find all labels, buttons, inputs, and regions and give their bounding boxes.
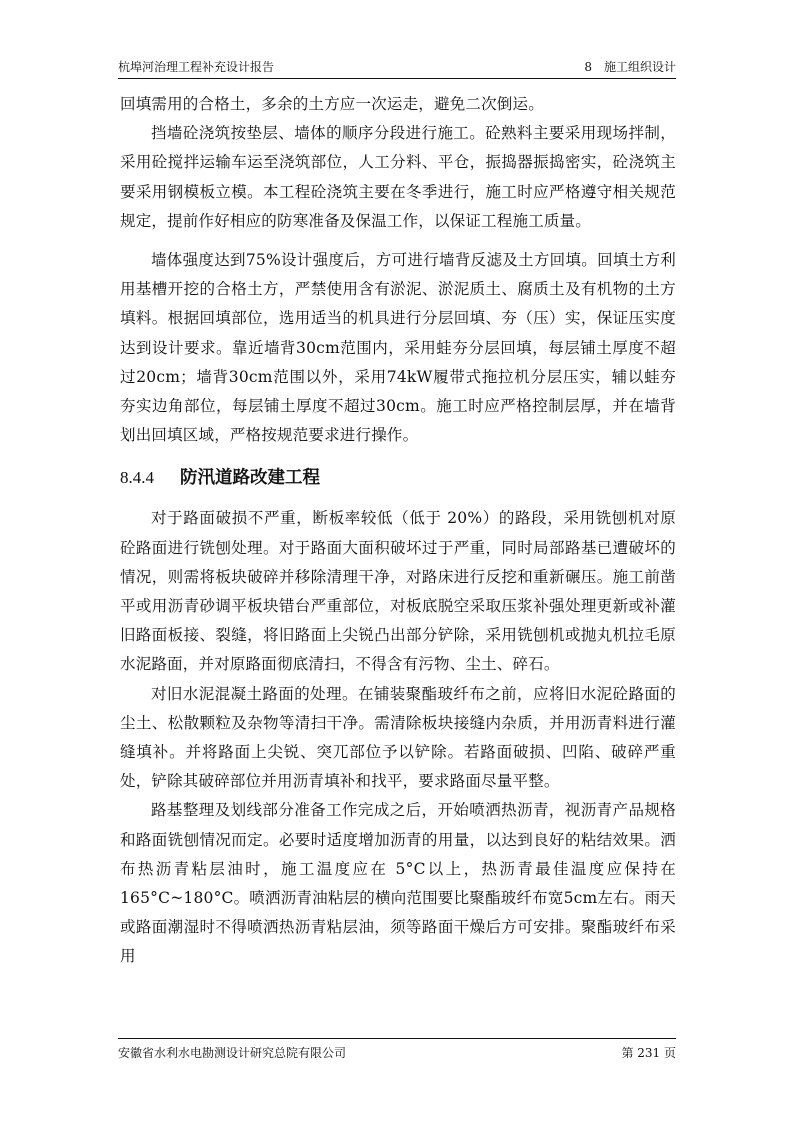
section-number: 8.4.4 [120,468,154,488]
footer-organization: 安徽省水利水电勘测设计研究总院有限公司 [118,1046,347,1060]
page-body [120,90,676,972]
header-report-title: 杭埠河治理工程补充设计报告 [118,60,275,74]
footer-divider [118,1038,676,1039]
page-footer [118,1044,676,1062]
header-divider [118,78,676,79]
paragraph-wall-backfill: 墙体强度达到75%设计强度后，方可进行墙背反滤及土方回填。回填土方利用基槽开挖的合格土方，严禁使用含有淤泥、淤泥质土、腐质土及有机物的土方填料。根据回填部位，选用适当的机具进行分层回填、夯（压）实，保证压实度达到设计要求。靠近墙背30cm范围内，采用蛙夯分层回填，每层铺土厚度不超过20cm；墙背30cm范围以外，采用74kW履带式拖拉机分层压实，辅以蛙夯夯实边角部位，每层铺土厚度不超过30cm。施工时应严格控制层厚，并在墙背划出回填区域，严格按规范要求进行操作。 [120,251,676,445]
footer-page-number: 第 231 页 [621,1046,676,1060]
paragraph-old-pavement-treatment: 对旧水泥混凝土路面的处理。在铺装聚酯玻纤布之前，应将旧水泥砼路面的尘土、松散颗粒及杂物等清扫干净。需清除板块接缝内杂质，并用沥青料进行灌缝填补。并将路面上尖锐、突兀部位予以铲除。若路面破损、凹陷、破碎严重处，铲除其破碎部位并用沥青填补和找平，要求路面尽量平整。 [120,684,676,791]
section-title: 防汛道路改建工程 [180,468,320,489]
paragraph-wall-concrete: 挡墙砼浇筑按垫层、墙体的顺序分段进行施工。砼熟料主要采用现场拌制，采用砼搅拌运输车运至浇筑部位，人工分料、平仓，振捣器振捣密实，砼浇筑主要采用钢模板立模。本工程砼浇筑主要在冬季进行，施工时应严格遵守相关规范规定，提前作好相应的防寒准备及保温工作，以保证工程施工质量。 [120,124,676,230]
page-header [118,58,676,76]
header-chapter-title: 8 施工组织设计 [584,60,676,74]
paragraph-backfill-soil: 回填需用的合格土，多余的土方应一次运走，避免二次倒运。 [120,95,544,113]
paragraph-hot-asphalt: 路基整理及划线部分准备工作完成之后，开始喷洒热沥青，视沥青产品规格和路面铣刨情况而定。必要时适度增加沥青的用量，以达到良好的粘结效果。洒布热沥青粘层油时，施工温度应在 5°C以上，热沥青最佳温度应保持在165°C~180°C。喷洒沥青油粘层的横向范围要比聚酯玻纤布宽5cm左右。雨天或路面潮湿时不得喷洒热沥青粘层油，须等路面干燥后方可安排。聚酯玻纤布采用 [120,801,676,966]
paragraph-road-milling: 对于路面破损不严重，断板率较低（低于 20%）的路段，采用铣刨机对原砼路面进行铣刨处理。对于路面大面积破坏过于严重，同时局部路基已遭破坏的情况，则需将板块破碎并移除清理干净，对路床进行反挖和重新碾压。施工前凿平或用沥青砂调平板块错台严重部位，对板底脱空采取压浆补强处理更新或补灌旧路面板接、裂缝，将旧路面上尖锐凸出部分铲除，采用铣刨机或抛丸机拉毛原水泥路面，并对原路面彻底清扫，不得含有污物、尘土、碎石。 [120,509,676,674]
section-heading [120,464,676,492]
